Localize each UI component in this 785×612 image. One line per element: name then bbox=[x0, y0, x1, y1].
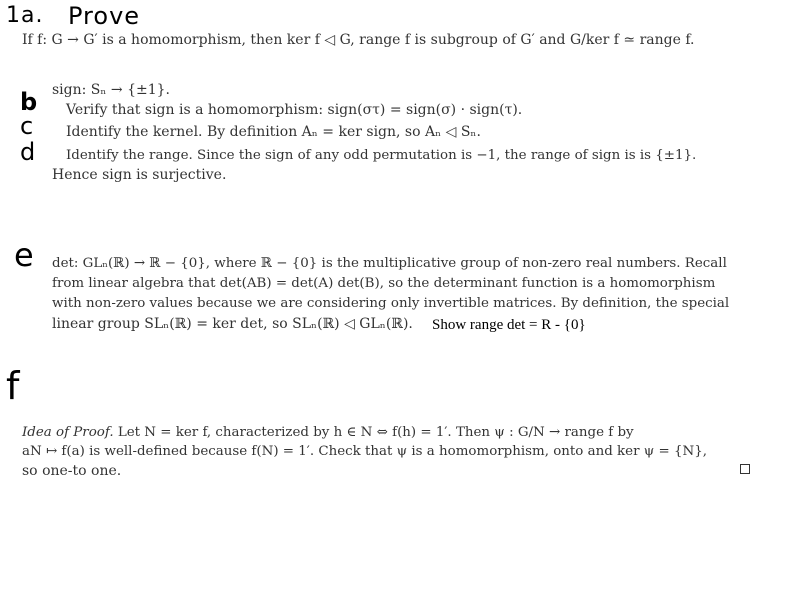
proof-lead: Idea of Proof. bbox=[22, 425, 114, 440]
handwritten-label-d: d bbox=[20, 138, 36, 166]
det-line-4: linear group SLₙ(ℝ) = ker det, so SLₙ(ℝ) ◁ GLₙ(ℝ). bbox=[52, 316, 413, 332]
typed-note-show-range: Show range det = R - {0} bbox=[432, 317, 586, 333]
handwritten-label-b: b bbox=[20, 88, 38, 116]
theorem-statement: If f: G → G′ is a homomorphism, then ker f ◁ G, range f is subgroup of G′ and G/ker f ≃ range f. bbox=[22, 32, 695, 48]
proof-line-1 bbox=[22, 424, 634, 442]
det-line-3: with non-zero values because we are considering only invertible matrices. By definition, the special bbox=[52, 296, 730, 311]
sign-item-c: Identify the kernel. By definition Aₙ = ker sign, so Aₙ ◁ Sₙ. bbox=[66, 124, 481, 140]
handwritten-label-e: e bbox=[14, 236, 34, 274]
proof-line-2: aN ↦ f(a) is well-defined because f(N) = 1′. Check that ψ is a homomorphism, onto and ker ψ = {N}, bbox=[22, 444, 707, 459]
handwritten-prove: Prove bbox=[68, 2, 141, 30]
proof-line-3: so one-to one. bbox=[22, 463, 122, 479]
handwritten-label-f: f bbox=[6, 364, 20, 408]
sign-item-d-continued: Hence sign is surjective. bbox=[52, 167, 227, 183]
det-line-1: det: GLₙ(ℝ) → ℝ − {0}, where ℝ − {0} is the multiplicative group of non-zero real numbers. Recall bbox=[52, 256, 727, 271]
sign-intro: sign: Sₙ → {±1}. bbox=[52, 82, 170, 98]
det-line-2: from linear algebra that det(AB) = det(A) det(B), so the determinant function is a homomorphism bbox=[52, 276, 716, 291]
sign-item-b: Verify that sign is a homomorphism: sign(στ) = sign(σ) · sign(τ). bbox=[66, 102, 523, 118]
proof-line-1-text: Let N = ker f, characterized by h ∈ N ⇔ f(h) = 1′. Then ψ : G/N → range f by bbox=[117, 425, 634, 440]
qed-square-icon bbox=[740, 464, 750, 474]
handwritten-label-1a: 1a. bbox=[6, 3, 44, 28]
handwritten-label-c: c bbox=[20, 112, 34, 140]
sign-item-d: Identify the range. Since the sign of any odd permutation is −1, the range of sign is is {±1}. bbox=[66, 148, 697, 163]
